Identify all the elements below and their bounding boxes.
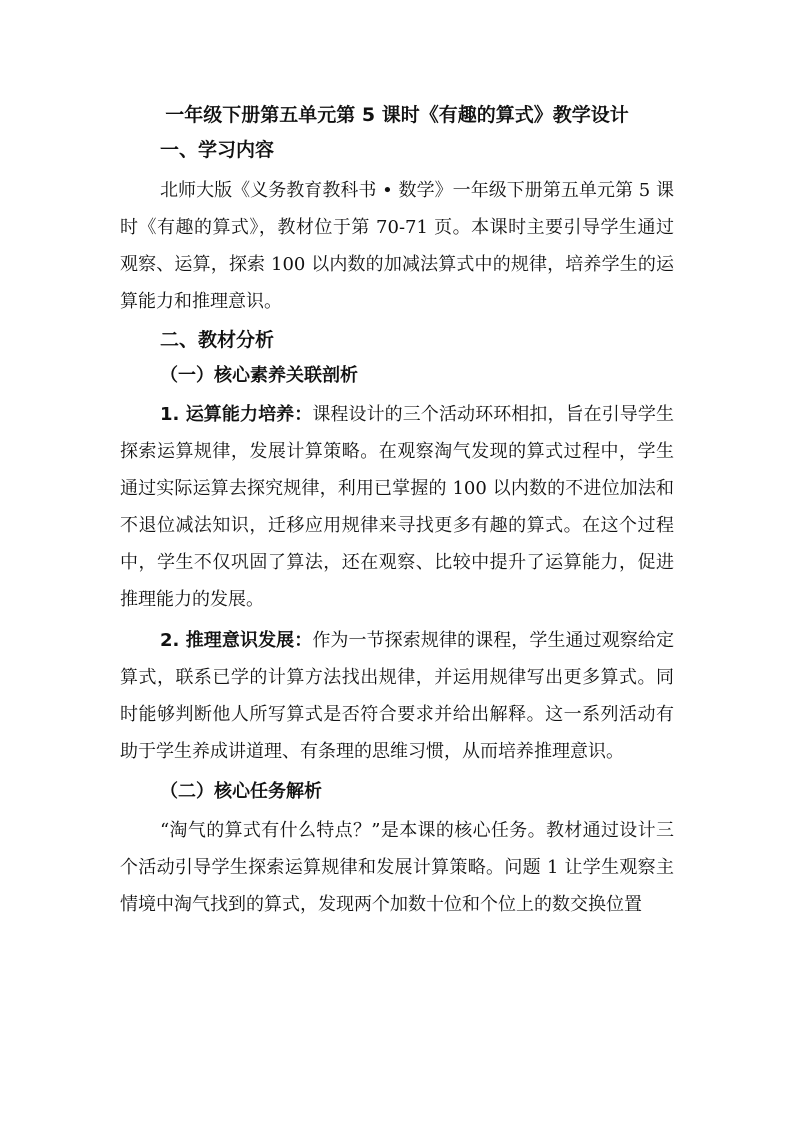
document-title: 一年级下册第五单元第 5 课时《有趣的算式》教学设计 [165,104,629,126]
learning-content-paragraph: 北师大版《义务教育教科书 • 数学》一年级下册第五单元第 5 课时《有趣的算式》，教材位于第 70-71 页。本课时主要引导学生通过观察、运算，探索 100 以内数的加减法算式中的规律，培养学生的运算能力和推理意识。 [120,180,674,312]
item-text-computation: 课程设计的三个活动环环相扣，旨在引导学生探索运算规律，发展计算策略。在观察淘气发现的算式过程中，学生通过实际运算去探究规律，利用已掌握的 100 以内数的不进位加法和不退位减法知识，迁移应用规律来寻找更多有趣的算式。在这个过程中，学生不仅巩固了算法，还在观察、比较中提升了运算能力，促进推理能力的发展。 [120,404,674,610]
core-literacy-item-reasoning [120,622,674,770]
item-lead-reasoning: 2. 推理意识发展： [160,630,313,651]
core-literacy-item-computation [120,396,674,618]
item-text-reasoning: 作为一节探索规律的课程，学生通过观察给定算式，联系已学的计算方法找出规律，并运用规律写出更多算式。同时能够判断他人所写算式是否符合要求并给出解释。这一系列活动有助于学生养成讲道理、有条理的思维习惯，从而培养推理意识。 [120,630,674,762]
document-page [120,100,674,923]
core-task-paragraph: “淘气的算式有什么特点？”是本课的核心任务。教材通过设计三个活动引导学生探索运算规律和发展计算策略。问题 1 让学生观察主情境中淘气找到的算式，发现两个加数十位和个位上的数交换位置 [120,820,674,915]
section-heading-learning-content: 一、学习内容 [160,139,275,161]
subsection-heading-core-literacy: （一）核心素养关联剖析 [160,365,358,386]
section-heading-textbook-analysis: 二、教材分析 [160,329,275,351]
subsection-heading-core-task: （二）核心任务解析 [160,781,322,802]
item-lead-computation: 1. 运算能力培养： [160,404,313,425]
